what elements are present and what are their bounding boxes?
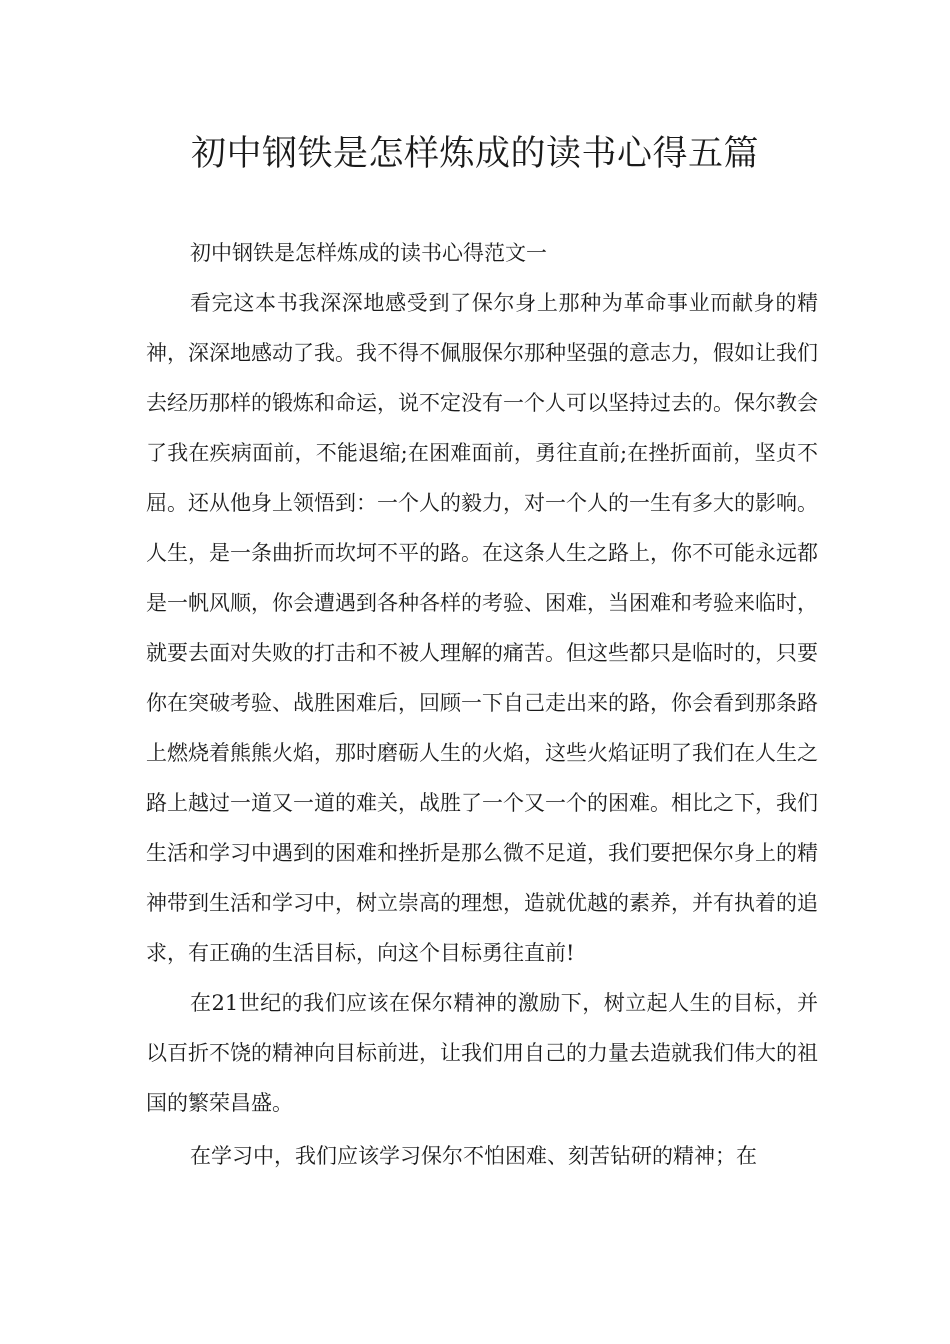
section-heading: 初中钢铁是怎样炼成的读书心得范文一 [190, 241, 547, 265]
body-paragraph-1: 看完这本书我深深地感受到了保尔身上那种为革命事业而献身的精神，深深地感动了我。我不得不佩服保尔那种坚强的意志力，假如让我们去经历那样的锻炼和命运，说不定没有一个人可以坚持过去的。保尔教会了我在疾病面前，不能退缩;在困难面前，勇往直前;在挫折面前，坚贞不屈。还从他身上领悟到：一个人的毅力，对一个人的一生有多大的影响。人生，是一条曲折而坎坷不平的路。在这条人生之路上，你不可能永远都是一帆风顺，你会遭遇到各种各样的考验、困难，当困难和考验来临时，就要去面对失败的打击和不被人理解的痛苦。但这些都只是临时的，只要你在突破考验、战胜困难后，回顾一下自己走出来的路，你会看到那条路上燃烧着熊熊火焰，那时磨砺人生的火焰，这些火焰证明了我们在人生之路上越过一道又一道的难关，战胜了一个又一个的困难。相比之下，我们生活和学习中遇到的困难和挫折是那么微不足道，我们要把保尔身上的精神带到生活和学习中，树立崇高的理想，造就优越的素养，并有执着的追求，有正确的生活目标，向这个目标勇往直前! [146, 291, 818, 965]
body-paragraph-3: 在学习中，我们应该学习保尔不怕困难、刻苦钻研的精神；在 [190, 1144, 757, 1168]
document-title: 初中钢铁是怎样炼成的读书心得五篇 [190, 134, 759, 174]
body-paragraph-2: 在21世纪的我们应该在保尔精神的激励下，树立起人生的目标，并以百折不饶的精神向目标前进，让我们用自己的力量去造就我们伟大的祖国的繁荣昌盛。 [146, 991, 818, 1115]
document-body [146, 228, 818, 1181]
